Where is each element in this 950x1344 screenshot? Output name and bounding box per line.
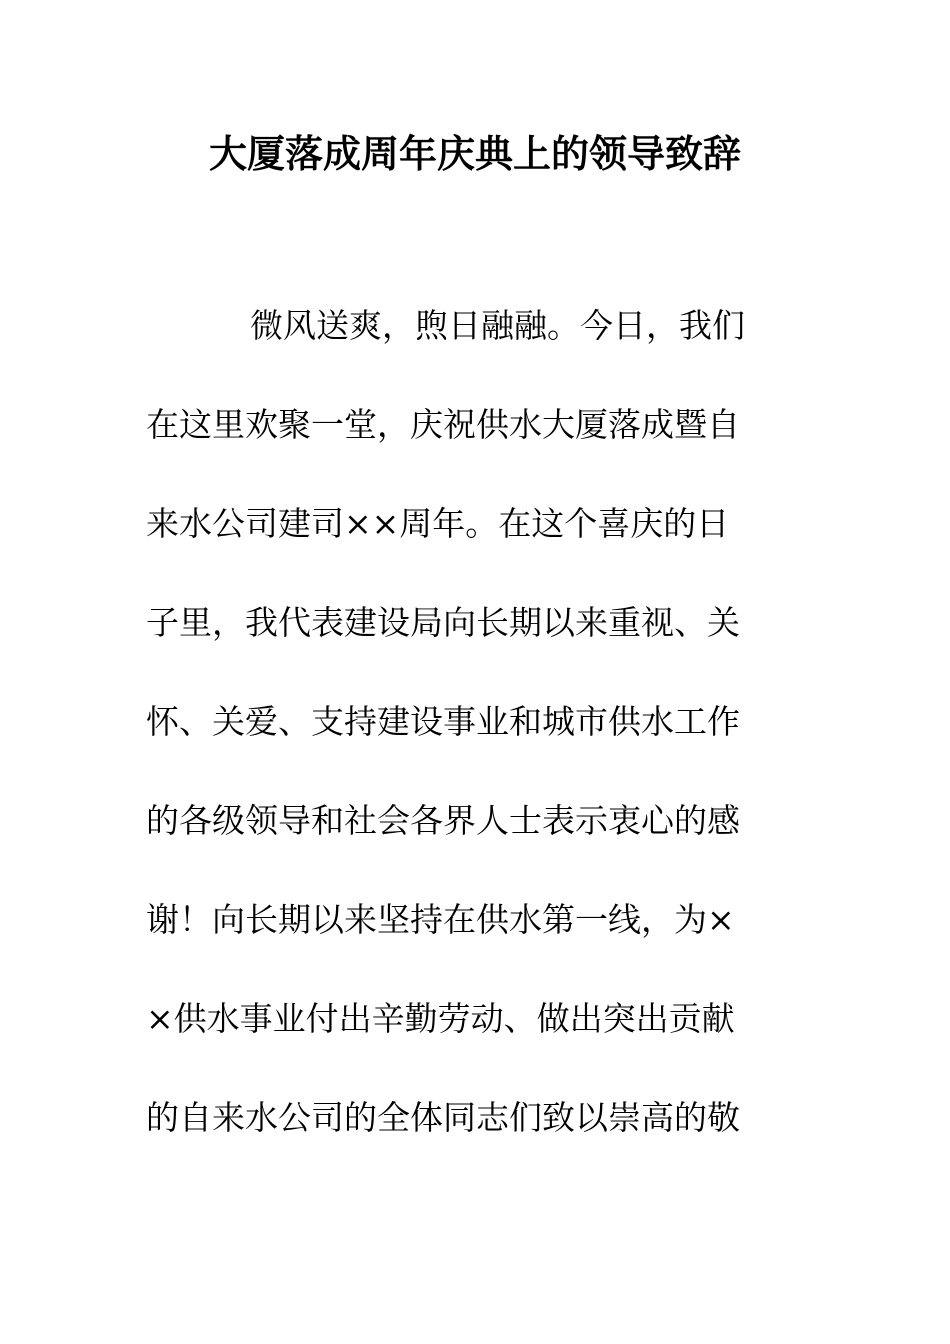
document-body [146, 300, 786, 1191]
paragraph-line: 微风送爽，煦日融融。今日，我们 [250, 306, 745, 345]
paragraph-line: 的自来水公司的全体同志们致以崇高的敬 [146, 1098, 740, 1137]
paragraph-line: 的各级领导和社会各界人士表示衷心的感 [146, 801, 740, 840]
document-title: 大厦落成周年庆典上的领导致辞 [208, 132, 741, 176]
paragraph-line: 来水公司建司××周年。在这个喜庆的日 [146, 504, 730, 543]
paragraph-line: 在这里欢聚一堂，庆祝供水大厦落成暨自 [146, 405, 740, 444]
paragraph-line: 怀、关爱、支持建设事业和城市供水工作 [146, 702, 740, 741]
paragraph-line: 子里，我代表建设局向长期以来重视、关 [146, 603, 740, 642]
paragraph-line: 谢！向长期以来坚持在供水第一线，为× [146, 900, 735, 939]
paragraph-line: ×供水事业付出辛勤劳动、做出突出贡献 [146, 999, 735, 1038]
